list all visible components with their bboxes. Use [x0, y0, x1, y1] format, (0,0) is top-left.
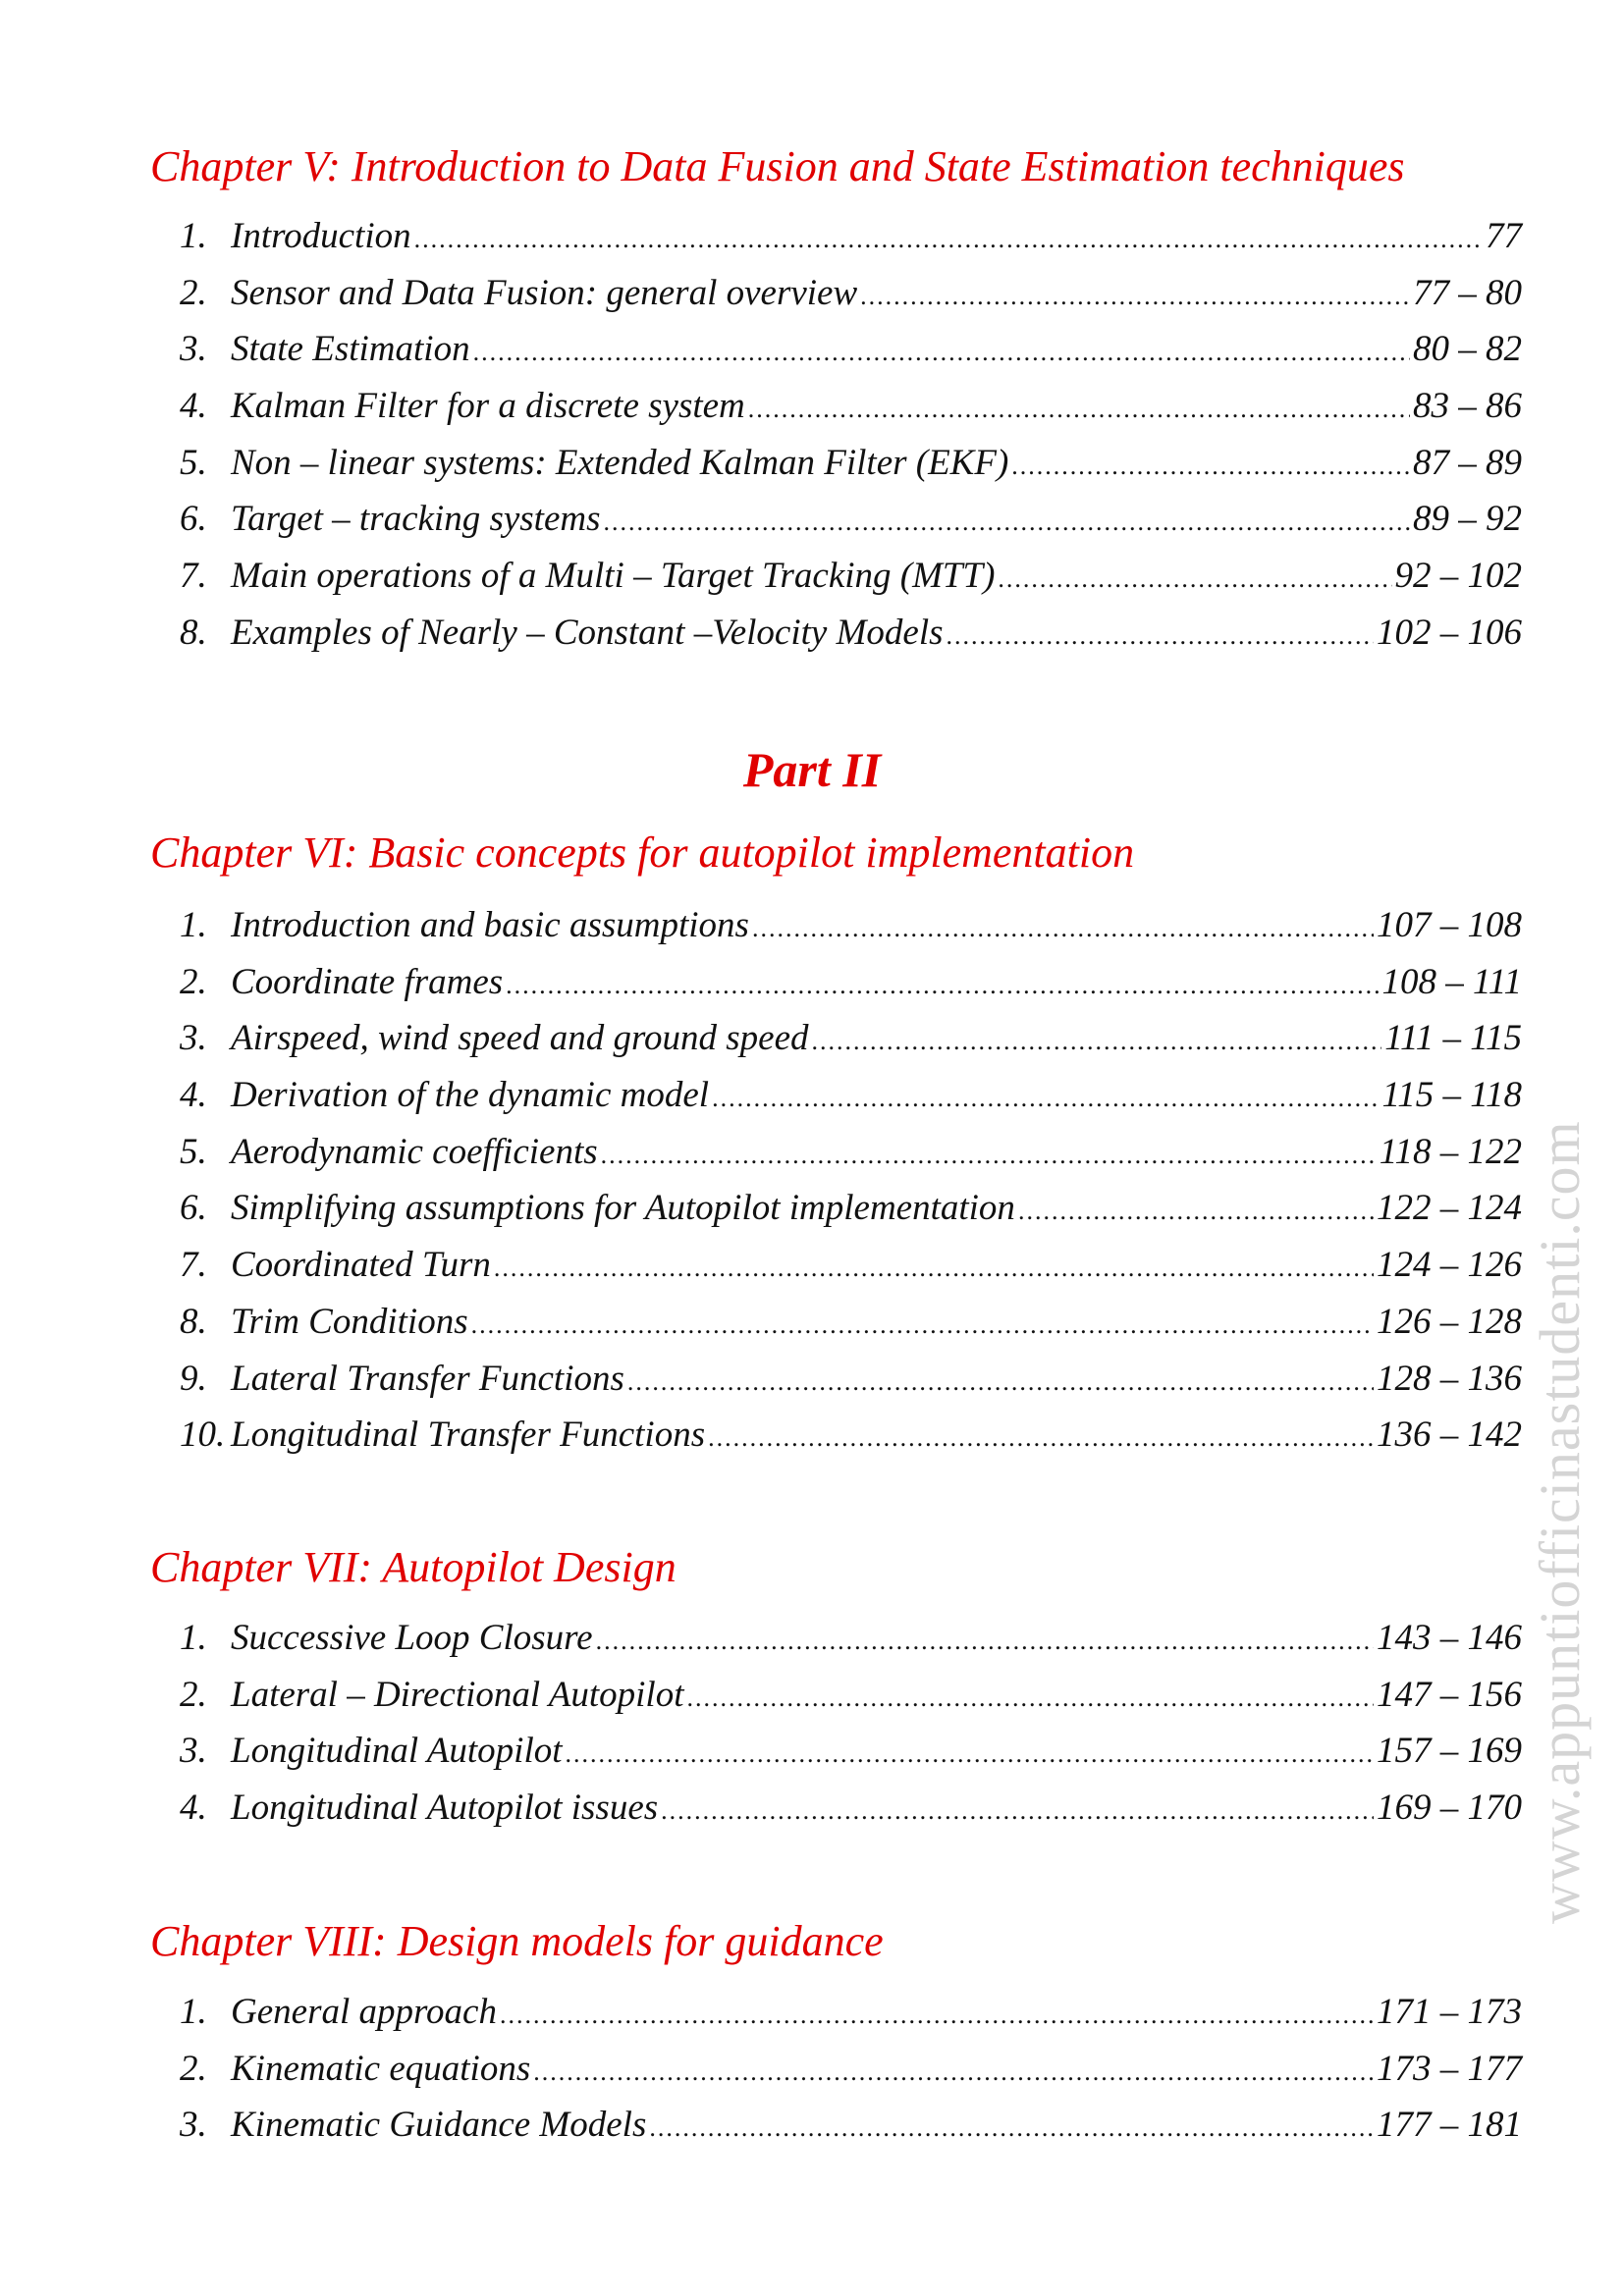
toc-list: [180, 897, 1522, 1464]
entry-title: Longitudinal Autopilot: [231, 1731, 563, 1772]
dot-leader: [473, 324, 1410, 381]
entry-title: Sensor and Data Fusion: general overview: [231, 272, 858, 313]
toc-entry[interactable]: [180, 1723, 1522, 1780]
entry-number: 4.: [180, 1075, 207, 1116]
entry-title: Target – tracking systems: [231, 499, 601, 540]
entry-pages: 111 – 115: [1384, 1018, 1522, 1059]
entry-number: 4.: [180, 386, 207, 427]
entry-title: Main operations of a Multi – Target Tracking (MTT): [231, 556, 996, 597]
chapter-heading: Chapter V: Introduction to Data Fusion and State Estimation techniques: [150, 142, 1405, 190]
entry-title: Kinematic equations: [231, 2048, 531, 2089]
dot-leader: [506, 957, 1379, 1014]
dot-leader: [627, 1354, 1374, 1411]
entry-title: Introduction: [231, 216, 411, 256]
dot-leader: [686, 1670, 1374, 1727]
toc-entry[interactable]: [180, 1407, 1522, 1464]
toc-entry[interactable]: [180, 1351, 1522, 1408]
toc-entry[interactable]: [180, 1124, 1522, 1181]
entry-pages: 92 – 102: [1394, 556, 1522, 597]
entry-number: 7.: [180, 1245, 207, 1286]
dot-leader: [860, 268, 1410, 325]
dot-leader: [566, 1726, 1375, 1783]
entry-pages: 102 – 106: [1377, 612, 1522, 653]
entry-number: 9.: [180, 1358, 207, 1399]
toc-entry[interactable]: [180, 2097, 1522, 2154]
entry-number: 2.: [180, 961, 207, 1002]
entry-title: Simplifying assumptions for Autopilot implementation: [231, 1188, 1015, 1229]
entry-title: Non – linear systems: Extended Kalman Filter (EKF): [231, 442, 1009, 483]
entry-title: Trim Conditions: [231, 1301, 468, 1342]
entry-title: Coordinated Turn: [231, 1245, 491, 1286]
dot-leader: [604, 494, 1410, 551]
entry-title: Examples of Nearly – Constant –Velocity Models: [231, 612, 944, 653]
toc-list: [180, 208, 1522, 662]
toc-entry[interactable]: [180, 2041, 1522, 2098]
toc-list: [180, 1984, 1522, 2154]
toc-entry[interactable]: [180, 378, 1522, 435]
entry-number: 5.: [180, 442, 207, 483]
entry-pages: 169 – 170: [1377, 1788, 1522, 1829]
entry-number: 3.: [180, 2105, 207, 2146]
dot-leader: [494, 1240, 1374, 1297]
entry-title: Kinematic Guidance Models: [231, 2105, 647, 2146]
entry-pages: 122 – 124: [1377, 1188, 1522, 1229]
toc-entry[interactable]: [180, 1180, 1522, 1237]
dot-leader: [649, 2100, 1374, 2157]
entry-number: 3.: [180, 329, 207, 370]
entry-title: Kalman Filter for a discrete system: [231, 386, 745, 427]
toc-entry[interactable]: [180, 1667, 1522, 1724]
entry-number: 7.: [180, 556, 207, 597]
entry-pages: 171 – 173: [1377, 1992, 1522, 2032]
toc-entry[interactable]: [180, 605, 1522, 662]
entry-pages: 77: [1486, 216, 1522, 256]
toc-entry[interactable]: [180, 1010, 1522, 1067]
toc-entry[interactable]: [180, 208, 1522, 265]
entry-pages: 89 – 92: [1413, 499, 1522, 540]
entry-pages: 87 – 89: [1413, 442, 1522, 483]
entry-number: 3.: [180, 1018, 207, 1059]
dot-leader: [533, 2044, 1374, 2101]
dot-leader: [1011, 438, 1410, 495]
dot-leader: [812, 1013, 1382, 1070]
entry-pages: 107 – 108: [1377, 905, 1522, 945]
toc-entry[interactable]: [180, 1610, 1522, 1667]
toc-entry[interactable]: [180, 1294, 1522, 1351]
toc-entry[interactable]: [180, 1067, 1522, 1124]
dot-leader: [500, 1987, 1374, 2044]
entry-number: 8.: [180, 1301, 207, 1342]
entry-title: Longitudinal Autopilot issues: [231, 1788, 659, 1829]
entry-number: 6.: [180, 499, 207, 540]
entry-title: Introduction and basic assumptions: [231, 905, 749, 945]
entry-title: Aerodynamic coefficients: [231, 1131, 598, 1172]
entry-number: 6.: [180, 1188, 207, 1229]
entry-pages: 115 – 118: [1381, 1075, 1522, 1116]
entry-pages: 143 – 146: [1377, 1618, 1522, 1658]
entry-number: 1.: [180, 1618, 207, 1658]
entry-number: 1.: [180, 905, 207, 945]
dot-leader: [712, 1070, 1379, 1127]
dot-leader: [1018, 1183, 1374, 1240]
dot-leader: [998, 551, 1391, 608]
toc-entry[interactable]: [180, 1237, 1522, 1294]
toc-entry[interactable]: [180, 1984, 1522, 2041]
toc-entry[interactable]: [180, 548, 1522, 605]
entry-title: Lateral – Directional Autopilot: [231, 1674, 684, 1715]
chapter-heading: Chapter VIII: Design models for guidance: [150, 1917, 884, 1965]
entry-pages: 173 – 177: [1377, 2048, 1522, 2089]
toc-entry[interactable]: [180, 435, 1522, 492]
entry-title: Airspeed, wind speed and ground speed: [231, 1018, 809, 1059]
entry-number: 3.: [180, 1731, 207, 1772]
entry-pages: 136 – 142: [1377, 1415, 1522, 1456]
toc-list: [180, 1610, 1522, 1837]
toc-entry[interactable]: [180, 1780, 1522, 1837]
entry-pages: 118 – 122: [1379, 1131, 1522, 1172]
entry-number: 5.: [180, 1131, 207, 1172]
entry-pages: 83 – 86: [1413, 386, 1522, 427]
entry-title: State Estimation: [231, 329, 470, 370]
entry-title: Derivation of the dynamic model: [231, 1075, 710, 1116]
chapter-heading: Chapter VII: Autopilot Design: [150, 1543, 677, 1591]
entry-pages: 108 – 111: [1381, 961, 1522, 1002]
entry-pages: 177 – 181: [1377, 2105, 1522, 2146]
part-heading: Part II: [742, 742, 882, 797]
entry-number: 8.: [180, 612, 207, 653]
dot-leader: [601, 1127, 1377, 1184]
entry-number: 2.: [180, 2048, 207, 2089]
entry-title: Longitudinal Transfer Functions: [231, 1415, 706, 1456]
dot-leader: [752, 900, 1374, 957]
dot-leader: [661, 1783, 1374, 1840]
dot-leader: [748, 381, 1410, 438]
dot-leader: [596, 1613, 1374, 1670]
watermark: www.appuntiofficinastudenti.com: [1528, 1120, 1592, 1924]
entry-title: Lateral Transfer Functions: [231, 1358, 624, 1399]
dot-leader: [708, 1410, 1374, 1467]
toc-entry[interactable]: [180, 897, 1522, 954]
dot-leader: [947, 608, 1375, 665]
entry-number: 10.: [180, 1415, 226, 1456]
entry-pages: 147 – 156: [1377, 1674, 1522, 1715]
entry-title: General approach: [231, 1992, 497, 2032]
toc-entry[interactable]: [180, 954, 1522, 1011]
entry-number: 1.: [180, 216, 207, 256]
dot-leader: [414, 211, 1483, 268]
entry-number: 1.: [180, 1992, 207, 2032]
entry-pages: 124 – 126: [1377, 1245, 1522, 1286]
entry-pages: 126 – 128: [1377, 1301, 1522, 1342]
toc-entry[interactable]: [180, 491, 1522, 548]
toc-entry[interactable]: [180, 321, 1522, 378]
chapter-heading: Chapter VI: Basic concepts for autopilot implementation: [150, 828, 1135, 877]
entry-number: 2.: [180, 272, 207, 313]
entry-number: 2.: [180, 1674, 207, 1715]
entry-number: 4.: [180, 1788, 207, 1829]
entry-pages: 128 – 136: [1377, 1358, 1522, 1399]
entry-title: Coordinate frames: [231, 961, 504, 1002]
entry-pages: 77 – 80: [1413, 272, 1522, 313]
entry-pages: 80 – 82: [1413, 329, 1522, 370]
entry-title: Successive Loop Closure: [231, 1618, 593, 1658]
toc-entry[interactable]: [180, 265, 1522, 322]
dot-leader: [471, 1297, 1374, 1354]
entry-pages: 157 – 169: [1377, 1731, 1522, 1772]
